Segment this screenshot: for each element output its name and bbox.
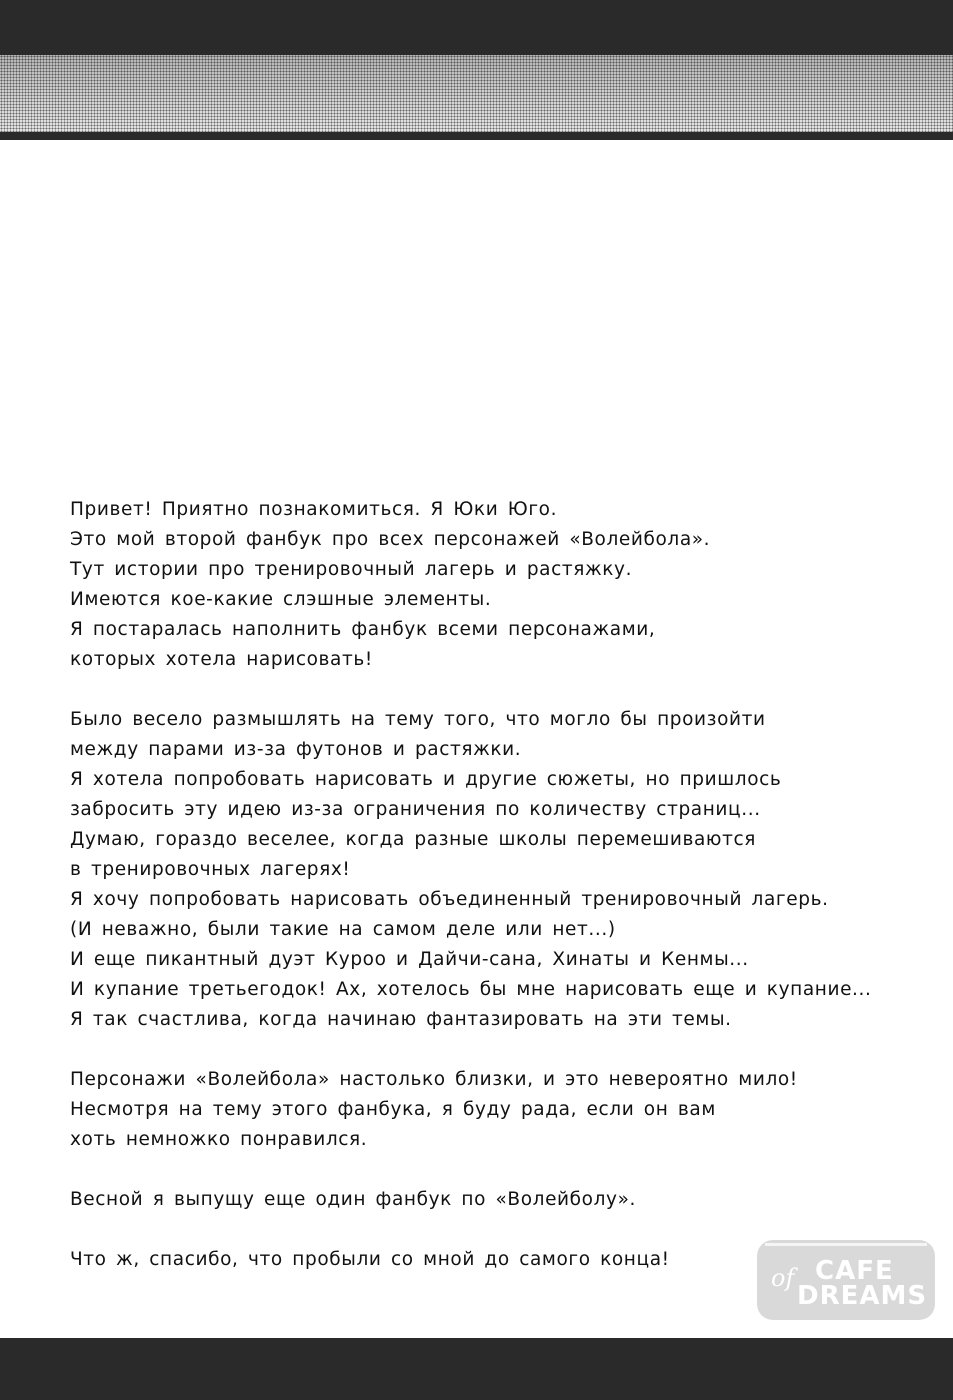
top-rule: [0, 132, 953, 140]
paragraph-gap: [70, 675, 870, 705]
paragraph-characters: [70, 1065, 870, 1155]
paragraph-gap: [70, 1215, 870, 1245]
paragraph-story: [70, 705, 870, 1035]
paragraph-gap: [70, 1035, 870, 1065]
watermark-line1: CAFE: [815, 1256, 894, 1286]
text-line: которых хотела нарисовать!: [70, 649, 373, 670]
watermark-line2: DREAMS: [797, 1281, 928, 1311]
top-screentone-band: [0, 55, 953, 135]
bottom-dark-band: [0, 1338, 953, 1400]
text-line: Привет! Приятно познакомиться. Я Юки Юго.: [70, 499, 558, 520]
top-dark-band: [0, 0, 953, 55]
text-line: (И неважно, были такие на самом деле или нет...): [70, 919, 616, 940]
text-line: между парами из-за футонов и растяжки.: [70, 739, 522, 760]
watermark-prefix: of: [771, 1264, 795, 1292]
text-line: Имеются кое-какие слэшные элементы.: [70, 589, 492, 610]
text-line: Тут истории про тренировочный лагерь и растяжку.: [70, 559, 633, 580]
text-line: Было весело размышлять на тему того, что могло бы произойти: [70, 709, 766, 730]
text-line: Несмотря на тему этого фанбука, я буду рада, если он вам: [70, 1099, 716, 1120]
paragraph-thanks: [70, 1245, 870, 1275]
paragraph-greeting: [70, 495, 870, 675]
text-line: И купание третьегодок! Ах, хотелось бы мне нарисовать еще и купание...: [70, 979, 872, 1000]
cup-rim-icon: [765, 1243, 927, 1246]
cafe-dreams-watermark: [757, 1240, 935, 1320]
text-line: в тренировочных лагерях!: [70, 859, 351, 880]
text-line: Весной я выпущу еще один фанбук по «Волейболу».: [70, 1189, 636, 1210]
text-line: забросить эту идею из-за ограничения по количеству страниц...: [70, 799, 761, 820]
afterword-text: [70, 495, 870, 1275]
text-line: Что ж, спасибо, что пробыли со мной до самого конца!: [70, 1249, 670, 1270]
text-line: хоть немножко понравился.: [70, 1129, 368, 1150]
text-line: Это мой второй фанбук про всех персонажей «Волейбола».: [70, 529, 711, 550]
paragraph-announcement: [70, 1185, 870, 1215]
text-line: Я хотела попробовать нарисовать и другие сюжеты, но пришлось: [70, 769, 782, 790]
text-line: Думаю, гораздо веселее, когда разные школы перемешиваются: [70, 829, 756, 850]
text-line: И еще пикантный дуэт Куроо и Дайчи-сана, Хинаты и Кенмы...: [70, 949, 749, 970]
text-line: Я так счастлива, когда начинаю фантазировать на эти темы.: [70, 1009, 732, 1030]
text-line: Я постаралась наполнить фанбук всеми персонажами,: [70, 619, 656, 640]
text-line: Персонажи «Волейбола» настолько близки, и это невероятно мило!: [70, 1069, 798, 1090]
text-line: Я хочу попробовать нарисовать объединенный тренировочный лагерь.: [70, 889, 829, 910]
paragraph-gap: [70, 1155, 870, 1185]
